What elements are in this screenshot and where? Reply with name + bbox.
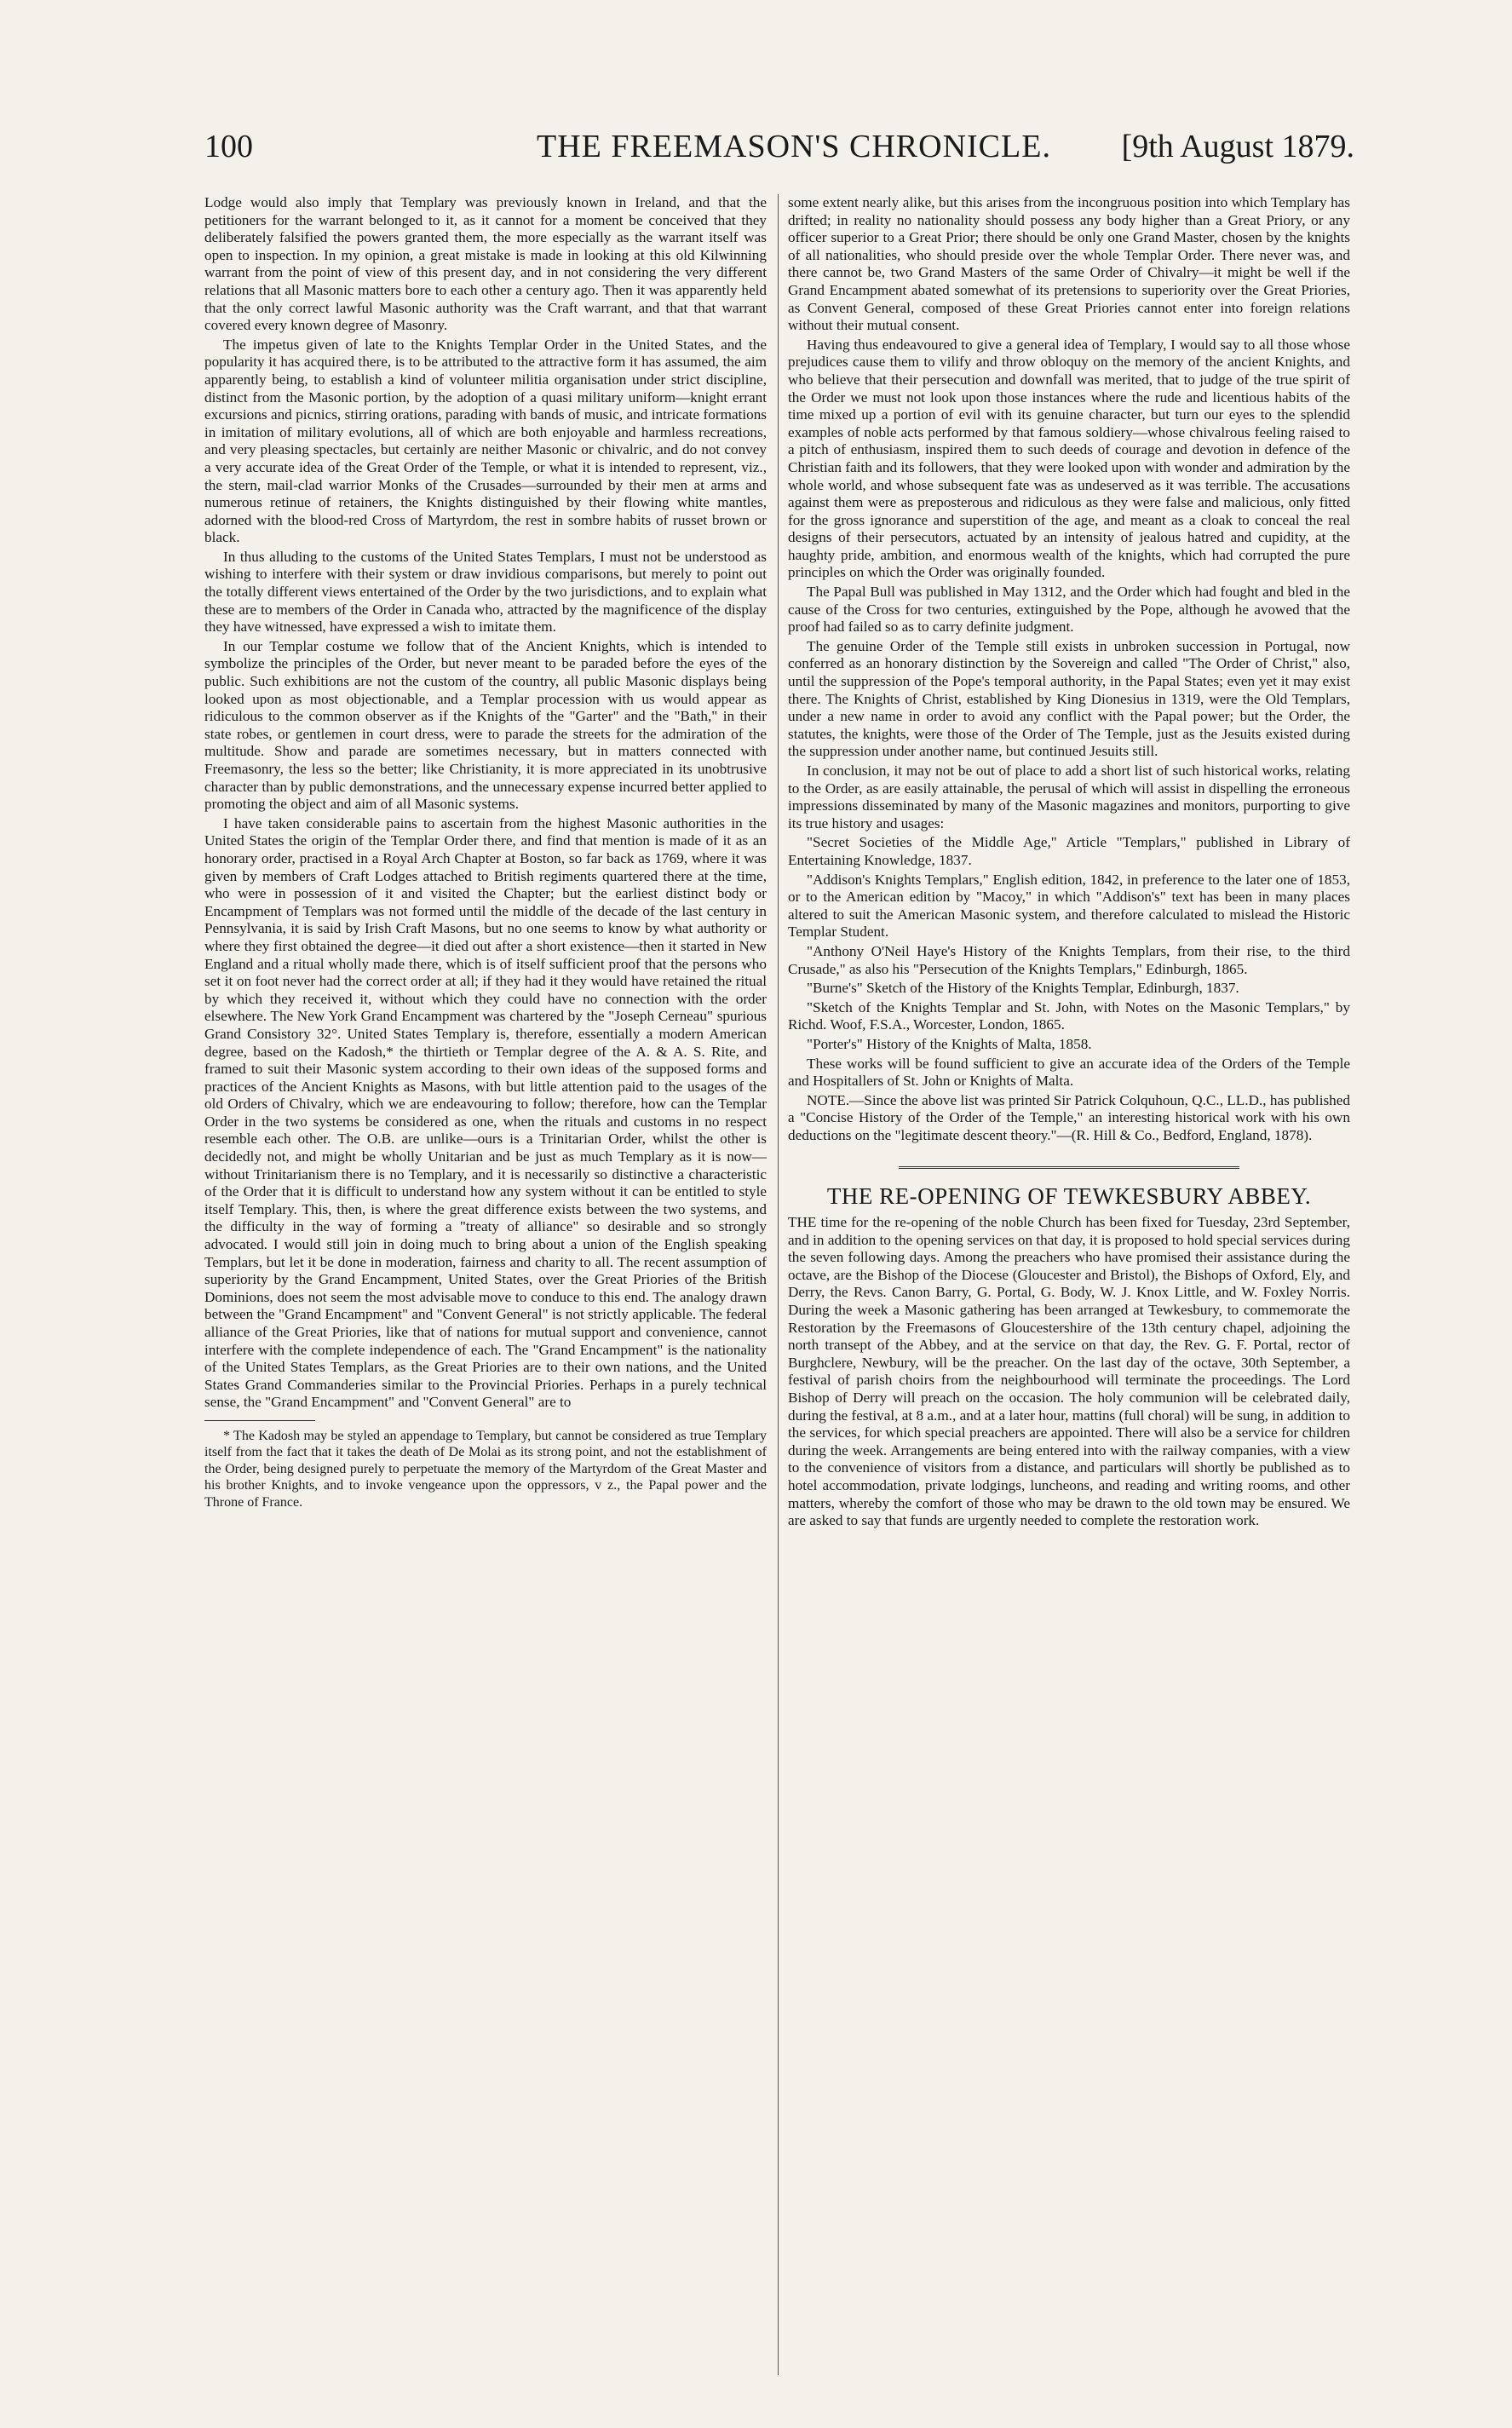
article-paragraph: Lodge would also imply that Templary was previously known in Ireland, and that the petitioners for the warrant belonged to it, as it cannot for a moment be conceived that they deliberately falsified the powers granted them, the more especially as the warrant itself was open to inspection. In my opinion, a great mistake is made in looking at this old Kilwinning warrant from the point of view of this present day, and in not considering the very different relations that all Masonic matters bore to each other a century ago. Then it was apparently held that the only correct lawful Masonic authority was the Craft warrant, and that that warrant covered every known degree of Masonry.: [204, 194, 767, 334]
article-paragraph: The Papal Bull was published in May 1312, and the Order which had fought and bled in the cause of the Cross for two centuries, extinguished by the Pope, although he avowed that the proof had failed so as to carry definite judgment.: [788, 584, 1350, 636]
article-paragraph: The genuine Order of the Temple still exists in unbroken succession in Portugal, now conferred as an honorary distinction by the Sovereign and called "The Order of Christ," also, until the suppression of the Pope's temporal authority, in the Papal States; even yet it may exist there. The Knights of Christ, established by King Dionesius in 1319, were the Old Templars, under a new name in order to avoid any conflict with the Papal power; but the Order, the statutes, the knights, were those of the Order of The Temple, just as the Jesuits existed during the suppression under another name, but continued Jesuits still.: [788, 637, 1350, 760]
article-paragraph: In thus alluding to the customs of the United States Templars, I must not be understood as wishing to interfere with their system or draw invidious comparisons, but merely to point out the totally different views entertained of the Order by the two jurisdictions, and to explain what these are to members of the Order in Canada who, attracted by the magnificence of the display they have witnessed, have expressed a wish to imitate them.: [204, 548, 767, 636]
article-paragraph: I have taken considerable pains to ascertain from the highest Masonic authorities in the United States the origin of the Templar Order there, and find that mention is made of it as an honorary order, practised in a Royal Arch Chapter at Boston, so far back as 1769, where it was given by members of Craft Lodges attached to British regiments quartered there at the time, who were in possession of it and visited the Chapter; but the earliest distinct body or Encampment of Templars was not formed until the middle of the decade of the last century in Pennsylvania, it is said by Irish Craft Masons, but no one seems to know by what authority or where they first obtained the degree—it died out after a short existence—then it started in New England and a ritual wholly made there, which is of itself sufficient proof that the persons who set it on foot never had the correct order at all; if they had it they would have retained the ritual by which they received it, without which they could have no connection with the order elsewhere. The New York Grand Encampment was chartered by the "Joseph Cerneau" spurious Grand Consistory 32°. United States Templary is, therefore, essentially a modern American degree, based on the Kadosh,* the thirtieth or Templar degree of the A. & A. S. Rite, and framed to suit their Masonic system according to their own ideas of the supposed forms and practices of the Ancient Knights as Masons, with but little attention paid to the usages of the old Orders of Chivalry, which we are endeavouring to follow; therefore, how can the Templar Order in the two systems be considered as one, when the rituals and customs in no respect resemble each other. The O.B. are unlike—ours is a Trinitarian Order, whilst the other is decidedly not, and might be wholly Unitarian and be just as much Templary as it is now—without Trinitarianism there is no Templary, and it is necessarily so distinctive a characteristic of the Order that it is difficult to understand how any system without it can be entitled to style itself Templary. This, then, is where the great difference exists between the two systems, and the difficulty in the way of forming a "treaty of alliance" so desirable and so strongly advocated. I would still join in doing much to bring about a union of the English speaking Templars, but let it be done in moderation, fairness and charity to all. The recent assumption of superiority by the Grand Encampment, United States, over the Great Priories of the British Dominions, does not seem the most advisable move to conduce to this end. The analogy drawn between the "Grand Encampment" and "Convent General" is not strictly applicable. The federal alliance of the Great Priories, like that of nations for mutual support and convenience, cannot interfere with the complete independence of each. The "Grand Encampment" is the nationality of the United States Templars, as the Great Priories are to their own nations, and the United States Grand Commanderies similar to the Provincial Priories. Perhaps in a purely technical sense, the "Grand Encampment" and "Convent General" are to: [204, 814, 767, 1411]
article-paragraph: Having thus endeavoured to give a general idea of Templary, I would say to all those whose prejudices cause them to vilify and throw obloquy on the memory of the ancient Knights, and who believe that their persecution and downfall was merited, that to judge of the true spirit of the Order we must not look upon those instances where the rude and licentious habits of the time mixed up a portion of evil with its genuine character, but turn our eyes to the splendid examples of noble acts performed by that famous soldiery—whose chivalrous feeling raised to a pitch of enthusiasm, inspired them to such deeds of courage and devotion in defence of the Christian faith and its followers, that they were looked upon with wonder and admiration by the whole world, and whose subsequent fate was as undeserved as it was terrible. The accusations against them were as preposterous and ridiculous as they were false and malicious, only fitted for the gross ignorance and superstition of the age, and meant as a cloak to conceal the real designs of their persecutors, actuated by an intensity of jealous hatred and cupidity, at the haughty pride, ambition, and enormous wealth of the knights, which had corrupted the pure principles on which the Order was originally founded.: [788, 336, 1350, 581]
bibliography-item: "Porter's" History of the Knights of Malta, 1858.: [807, 1035, 1092, 1052]
right-column: [788, 194, 1350, 2375]
issue-date: [9th August 1879.: [1121, 129, 1354, 164]
bibliography-item: "Anthony O'Neil Haye's History of the Knights Templars, from their rise, to the third Crusade," as also his "Persecution of the Knights Templars," Edinburgh, 1865.: [788, 942, 1350, 977]
article-headline: THE RE-OPENING OF TEWKESBURY ABBEY.: [826, 1183, 1312, 1210]
article-paragraph: In our Templar costume we follow that of the Ancient Knights, which is intended to symbolize the principles of the Order, but never meant to be paraded before the eyes of the public. Such exhibitions are not the custom of the country, all public Masonic displays being looked upon as most objectionable, and a Templar procession with us would appear as ridiculous to the common observer as if the Knights of the "Garter" and the "Bath," in their state robes, or gentlemen in court dress, were to parade the streets for the admiration of the multitude. Show and parade are sometimes necessary, but in matters connected with Freemasonry, the less so the better; like Christianity, it is more appreciated in its unobtrusive character than by public demonstrations, and the unnecessary expense incurred better applied to promoting the object and aim of all Masonic systems.: [204, 637, 767, 813]
article-paragraph: These works will be found sufficient to give an accurate idea of the Orders of the Temple and Hospitallers of St. John or Knights of Malta.: [788, 1055, 1350, 1090]
column-divider: [778, 194, 779, 2375]
bibliography-item: "Sketch of the Knights Templar and St. John, with Notes on the Masonic Templars," by Richd. Woof, F.S.A., Worcester, London, 1865.: [788, 998, 1350, 1033]
footnote-divider: [204, 1420, 315, 1421]
footnote: * The Kadosh may be styled an appendage to Templary, but cannot be considered as true Templary itself from the fact that it takes the death of De Molai as its strong point, and not the establishment of the Order, being designed purely to perpetuate the memory of the Martyrdom of the Great Master and his brother Knights, and to invoke vengeance upon the oppressors, v z., the Papal power and the Throne of France.: [204, 1428, 767, 1510]
note-paragraph: NOTE.—Since the above list was printed Sir Patrick Colquhoun, Q.C., LL.D., has published a "Concise History of the Order of the Temple," an interesting historical work with his own deductions on the "legitimate descent theory."—(R. Hill & Co., Bedford, England, 1878).: [788, 1091, 1350, 1143]
article-paragraph: some extent nearly alike, but this arises from the incongruous position into which Templary has drifted; in reality no nationality should possess any body higher than a Great Priory, or any officer superior to a Great Prior; there should be only one Grand Master, chosen by the knights of all nationalities, who should preside over the whole Templar Order. There never was, and there cannot be, two Grand Masters of the same Order of Chivalry—it might be well if the Grand Encampment abated somewhat of its pretensions to superiority over the Great Priories, as Convent General, composed of these Great Priories cannot enter into foreign relations without their mutual consent.: [788, 194, 1350, 334]
section-divider: [899, 1166, 1239, 1169]
page-header: [204, 121, 1354, 172]
article-paragraph: In conclusion, it may not be out of place to add a short list of such historical works, relating to the Order, as are easily attainable, the perusal of which will assist in dispelling the erroneous impressions disseminated by many of the Masonic magazines and monitors, purporting to give its true history and usages:: [788, 762, 1350, 831]
left-column: [204, 194, 767, 2358]
bibliography-item: "Secret Societies of the Middle Age," Article "Templars," published in Library of Entertaining Knowledge, 1837.: [788, 834, 1350, 868]
article-paragraph: THE time for the re-opening of the noble Church has been fixed for Tuesday, 23rd September, and in addition to the opening services on that day, it is proposed to hold special services during the seven following days. Among the preachers who have promised their assistance during the octave, are the Bishop of the Diocese (Gloucester and Bristol), the Bishops of Oxford, Ely, and Derry, the Revs. Canon Barry, G. Portal, G. Body, W. J. Knox Little, and W. Foxley Norris. During the week a Masonic gathering has been arranged at Tewkesbury, to commemorate the Restoration by the Freemasons of Gloucestershire of the 13th century chapel, adjoining the north transept of the Abbey, and at the service on that day, the Rev. G. F. Portal, rector of Burghclere, Newbury, will be the preacher. On the last day of the octave, 30th September, a festival of parish choirs from the neighbourhood will terminate the proceedings. The Lord Bishop of Derry will preach on the occasion. The holy communion will be celebrated daily, during the festival, at 8 a.m., and at a later hour, mattins (full choral) will be sung, in addition to the services, for which special preachers are appointed. There will also be a service for children during the week. Arrangements are being entered into with the railway companies, with a view to the convenience of visitors from a distance, and particulars will shortly be published as to hotel accommodation, private lodgings, luncheons, and reading and writing rooms, and other matters, whereby the comfort of those who may be drawn to the old town may be ensured. We are asked to say that funds are urgently needed to complete the restoration work.: [788, 1214, 1350, 1529]
page-number: 100: [204, 129, 253, 164]
publication-title: THE FREEMASON'S CHRONICLE.: [537, 129, 1051, 164]
bibliography-item: "Burne's" Sketch of the History of the Knights Templar, Edinburgh, 1837.: [807, 980, 1239, 997]
article-paragraph: The impetus given of late to the Knights Templar Order in the United States, and the popularity it has acquired there, is to be attributed to the attractive form it has assumed, the aim apparently being, to establish a kind of volunteer militia organisation under strict discipline, distinct from the Masonic portion, by the adoption of a quasi military uniform—knight errant excursions and picnics, stirring orations, parading with bands of music, and intricate formations in imitation of military evolutions, all of which are both enjoyable and harmless recreations, and very pleasing spectacles, but certainly are neither Masonic or chivalric, and do not convey a very accurate idea of the Great Order of the Temple, or what it is intended to represent, viz., the stern, mail-clad warrior Monks of the Crusades—surrounded by their men at arms and numerous retinue of retainers, the Knights distinguished by their flowing white mantles, adorned with the blood-red Cross of Martyrdom, the rest in sombre habits of russet brown or black.: [204, 336, 767, 546]
bibliography-item: "Addison's Knights Templars," English edition, 1842, in preference to the later one of 1853, or to the American edition by "Macoy," in which "Addison's" text has been in many places altered to suit the American Masonic system, and therefore calculated to mislead the Historic Templar Student.: [788, 871, 1350, 941]
